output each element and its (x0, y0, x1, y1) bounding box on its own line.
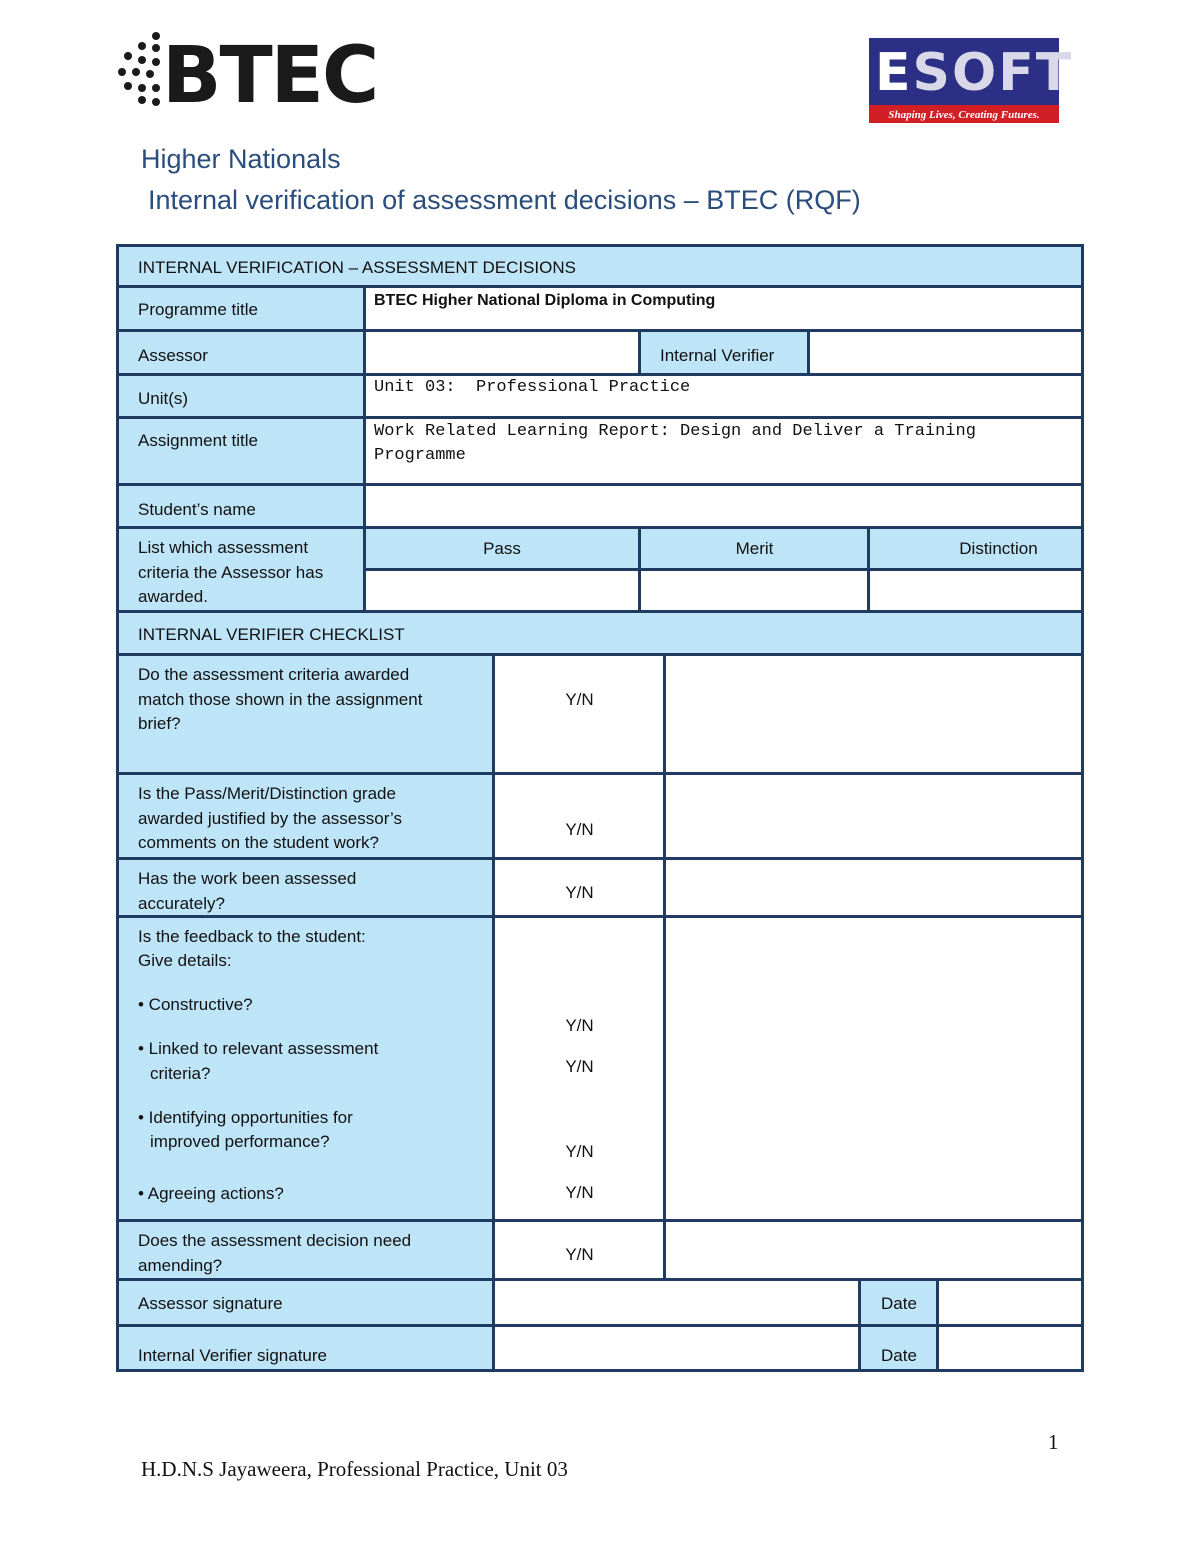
iv-signature-label: Internal Verifier signature (138, 1346, 327, 1365)
assessor-signature-label-cell (116, 1278, 496, 1327)
assessor-date-label-cell: Date (858, 1278, 940, 1327)
iv-date-label-cell: Date (858, 1324, 940, 1372)
assessor-label: Assessor (138, 346, 208, 365)
programme-title-label-cell (116, 285, 366, 332)
checklist-q4-comments[interactable] (663, 915, 1084, 1222)
checklist-q3-yn[interactable]: Y/N (492, 857, 667, 918)
checklist-q5-yn[interactable]: Y/N (492, 1219, 667, 1281)
assessor-label-cell (116, 329, 366, 376)
assignment-title-label-cell (116, 416, 366, 486)
checklist-q2-comments[interactable] (663, 772, 1084, 860)
iv-signature-label-cell (116, 1324, 496, 1372)
assessor-date-field[interactable] (936, 1278, 1084, 1327)
checklist-q4-label: Is the feedback to the student: Give details: • Constructive? • Linked to relevant assessment criteria? • Identifying opportunities for improved performance? • Agreeing actions? (116, 915, 496, 1222)
yn-constructive: Y/N (565, 1016, 594, 1035)
assessor-signature-field[interactable] (492, 1278, 862, 1327)
assessor-signature-label: Assessor signature (138, 1294, 283, 1313)
pass-criteria-field[interactable] (363, 568, 641, 613)
checklist-q1-comments[interactable] (663, 653, 1084, 775)
document-title: Internal verification of assessment decisions – BTEC (RQF) (148, 185, 861, 215)
grade-header-merit: Merit (638, 526, 871, 571)
programme-title-value: BTEC Higher National Diploma in Computing (374, 292, 716, 309)
assessor-field[interactable] (363, 329, 641, 376)
checklist-q2-label: Is the Pass/Merit/Distinction grade awarded justified by the assessor’s comments on the student work? (116, 772, 496, 860)
yn-opportunities: Y/N (565, 1142, 594, 1161)
internal-verifier-field[interactable] (807, 329, 1084, 376)
checklist-q5-comments[interactable] (663, 1219, 1084, 1281)
units-field[interactable] (363, 373, 1084, 419)
grade-header-pass: Pass (363, 526, 641, 571)
units-value: Unit 03: Professional Practice (374, 378, 691, 397)
checklist-q4-yn[interactable] (492, 915, 667, 1222)
btec-logo (116, 30, 378, 121)
checklist-q3-label: Has the work been assessed accurately? (116, 857, 496, 918)
btec-dots-icon (116, 32, 166, 112)
footer-author-line: H.D.N.S Jayaweera, Professional Practice, Unit 03 (141, 1457, 568, 1481)
btec-logo-text: BTEC (162, 31, 378, 121)
assignment-title-field[interactable] (363, 416, 1084, 486)
checklist-q2-yn[interactable]: Y/N (492, 772, 667, 860)
yn-linked: Y/N (565, 1057, 594, 1076)
student-name-label: Student’s name (138, 500, 256, 519)
iv-date-field[interactable] (936, 1324, 1084, 1372)
checklist-q1-yn[interactable]: Y/N (492, 653, 667, 775)
internal-verifier-label-cell (638, 329, 810, 376)
checklist-q1-label: Do the assessment criteria awarded match those shown in the assignment brief? (116, 653, 496, 775)
assignment-title-line1: Work Related Learning Report: Design and Deliver a Training (374, 422, 976, 441)
distinction-criteria-field[interactable] (867, 568, 1084, 613)
merit-criteria-field[interactable] (638, 568, 871, 613)
esoft-logo-text: ESOFT (875, 43, 1074, 103)
criteria-label-cell: List which assessment criteria the Assessor has awarded. (116, 526, 366, 613)
units-label-cell (116, 373, 366, 419)
checklist-q5-label: Does the assessment decision need amending? (116, 1219, 496, 1281)
section-heading-assessment-decisions: INTERNAL VERIFICATION – ASSESSMENT DECISIONS (116, 244, 1084, 288)
programme-title-field[interactable] (363, 285, 1084, 332)
assignment-title-line2: Programme (374, 446, 466, 465)
programme-title-label: Programme title (138, 300, 258, 319)
section-heading-iv-checklist: INTERNAL VERIFIER CHECKLIST (116, 610, 1084, 656)
esoft-tagline: Shaping Lives, Creating Futures. (888, 109, 1040, 121)
student-name-label-cell (116, 483, 366, 529)
yn-actions: Y/N (565, 1183, 594, 1202)
internal-verifier-label: Internal Verifier (660, 346, 775, 365)
units-label: Unit(s) (138, 389, 189, 408)
higher-nationals-heading: Higher Nationals (141, 144, 341, 174)
checklist-q3-comments[interactable] (663, 857, 1084, 918)
page-number: 1 (1048, 1430, 1059, 1454)
grade-header-distinction: Distinction (867, 526, 1084, 571)
assignment-title-label: Assignment title (138, 431, 258, 450)
iv-signature-field[interactable] (492, 1324, 862, 1372)
esoft-logo (869, 38, 1074, 123)
student-name-field[interactable] (363, 483, 1084, 529)
